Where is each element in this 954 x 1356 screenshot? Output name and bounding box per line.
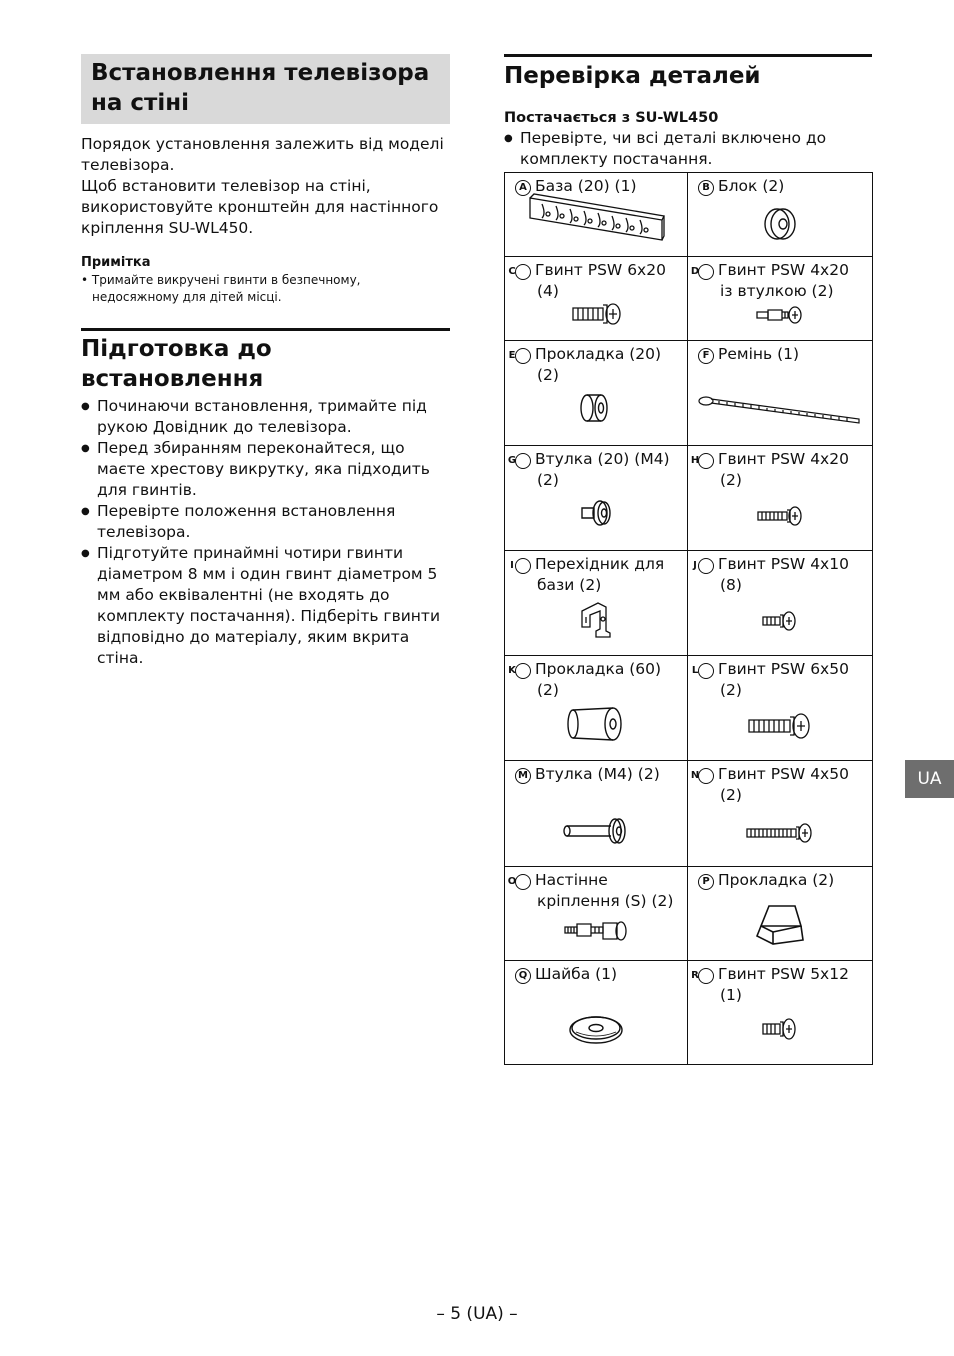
- block-icon: [760, 204, 800, 244]
- part-letter: A: [515, 180, 531, 196]
- intro-paragraph-1: Порядок установлення залежить від моделі телевізора.: [81, 135, 444, 174]
- part-label: Настінне кріплення (S) (2): [535, 871, 674, 910]
- part-cell-i: [505, 551, 688, 656]
- part-label: Втулка (M4) (2): [535, 765, 660, 783]
- part-label: Ремінь (1): [718, 345, 800, 363]
- part-label: Гвинт PSW 4x10 (8): [718, 555, 849, 594]
- part-letter: C: [515, 264, 531, 280]
- prep-bullet: ● Підготуйте принаймні чотири гвинти діаметром 8 мм і один гвинт діаметром 5 мм або еквівалентні (не входять до комплекту постачання). Підберіть гвинти відповідно до матеріалу, яким вкрита стіна.: [81, 543, 450, 669]
- part-label: Прокладка (20) (2): [535, 345, 662, 384]
- part-letter: R: [698, 968, 714, 984]
- part-cell-d: [688, 257, 873, 341]
- parts-table: [504, 172, 873, 1065]
- page-number: – 5 (UA) –: [436, 1304, 518, 1324]
- parts-section-title: Перевірка деталей: [504, 63, 761, 89]
- check-parts-bullet: ● Перевірте, чи всі деталі включено до комплекту постачання.: [504, 128, 872, 170]
- part-letter: P: [698, 874, 714, 890]
- part-cell-r: [688, 961, 873, 1065]
- part-letter: B: [698, 180, 714, 196]
- part-cell-c: [505, 257, 688, 341]
- prep-bullet-list: [81, 396, 450, 669]
- part-label: Гвинт PSW 6x50 (2): [718, 660, 849, 699]
- washer-icon: [568, 1014, 624, 1046]
- part-label: Шайба (1): [535, 965, 618, 983]
- part-letter: E: [515, 348, 531, 364]
- spacer-20-icon: [579, 391, 613, 425]
- part-letter: F: [698, 348, 714, 364]
- part-label: Прокладка (60) (2): [535, 660, 662, 699]
- part-cell-g: [505, 446, 688, 551]
- prep-section-title: Підготовка до встановлення: [81, 336, 272, 392]
- intro-text: [81, 134, 450, 239]
- part-cell-k: [505, 656, 688, 761]
- mount-section-title: Встановлення телевізора на стіні: [81, 54, 450, 124]
- part-letter: M: [515, 768, 531, 784]
- prep-bullet: ● Перед збиранням переконайтеся, що маєте хрестову викрутку, яка підходить для гвинтів.: [81, 438, 450, 501]
- part-label: Гвинт PSW 6x20 (4): [535, 261, 666, 300]
- base-adapter-icon: [576, 597, 616, 641]
- screw-psw6x20-icon: [569, 300, 623, 328]
- part-cell-p: [688, 867, 873, 961]
- part-cell-b: [688, 173, 873, 257]
- pad-icon: [753, 902, 807, 948]
- left-column: [81, 54, 450, 669]
- part-cell-o: [505, 867, 688, 961]
- screw-psw5x12-icon: [760, 1016, 800, 1042]
- part-letter: Q: [515, 968, 531, 984]
- part-label: Перехідник для бази (2): [535, 555, 665, 594]
- belt-icon: [695, 393, 865, 427]
- part-cell-l: [688, 656, 873, 761]
- part-cell-q: [505, 961, 688, 1065]
- screw-psw4x10-icon: [760, 609, 800, 633]
- part-letter: D: [698, 264, 714, 280]
- part-cell-f: [688, 341, 873, 446]
- wall-anchor-icon: [561, 916, 631, 946]
- section-divider: [504, 54, 872, 57]
- note-title: Примітка: [81, 255, 151, 270]
- language-tab: UA: [905, 760, 954, 798]
- part-letter: L: [698, 663, 714, 679]
- part-letter: G: [515, 453, 531, 469]
- section-divider: [81, 328, 450, 331]
- intro-paragraph-2: Щоб встановити телевізор на стіні, використовуйте кронштейн для настінного кріплення SU-WL450.: [81, 177, 439, 237]
- screw-psw4x20-icon: [755, 504, 805, 528]
- part-label: Прокладка (2): [718, 871, 835, 889]
- part-letter: O: [515, 874, 531, 890]
- prep-bullet: ● Починаючи встановлення, тримайте під рукою Довідник до телевізора.: [81, 396, 450, 438]
- spacer-60-icon: [565, 704, 627, 744]
- part-label: Втулка (20) (M4) (2): [535, 450, 670, 489]
- right-column: [504, 54, 872, 170]
- supplied-subhead: Постачається з SU-WL450: [504, 110, 719, 126]
- part-letter: K: [515, 663, 531, 679]
- sleeve-m4-icon: [561, 816, 631, 846]
- part-letter: H: [698, 453, 714, 469]
- screw-psw4x50-icon: [744, 820, 816, 846]
- part-letter: N: [698, 768, 714, 784]
- part-label: Блок (2): [718, 177, 785, 195]
- part-label: Гвинт PSW 4x20 (2): [718, 450, 849, 489]
- part-label: Гвинт PSW 5x12 (1): [718, 965, 849, 1004]
- part-label: База (20) (1): [535, 177, 637, 195]
- prep-bullet: ● Перевірте положення встановлення телевізора.: [81, 501, 450, 543]
- part-letter: I: [515, 558, 531, 574]
- part-cell-e: [505, 341, 688, 446]
- part-label: Гвинт PSW 4x20 із втулкою (2): [718, 261, 849, 300]
- part-cell-n: [688, 761, 873, 867]
- part-cell-j: [688, 551, 873, 656]
- part-cell-m: [505, 761, 688, 867]
- part-cell-h: [688, 446, 873, 551]
- screw-with-sleeve-icon: [754, 304, 806, 326]
- part-cell-a: [505, 173, 688, 257]
- note-item: • Тримайте викручені гвинти в безпечному, недосяжному для дітей місці.: [81, 273, 361, 304]
- part-label: Гвинт PSW 4x50 (2): [718, 765, 849, 804]
- bracket-base-icon: [526, 192, 666, 246]
- screw-psw6x50-icon: [746, 710, 814, 742]
- part-letter: J: [698, 558, 714, 574]
- sleeve-20-icon: [578, 498, 614, 528]
